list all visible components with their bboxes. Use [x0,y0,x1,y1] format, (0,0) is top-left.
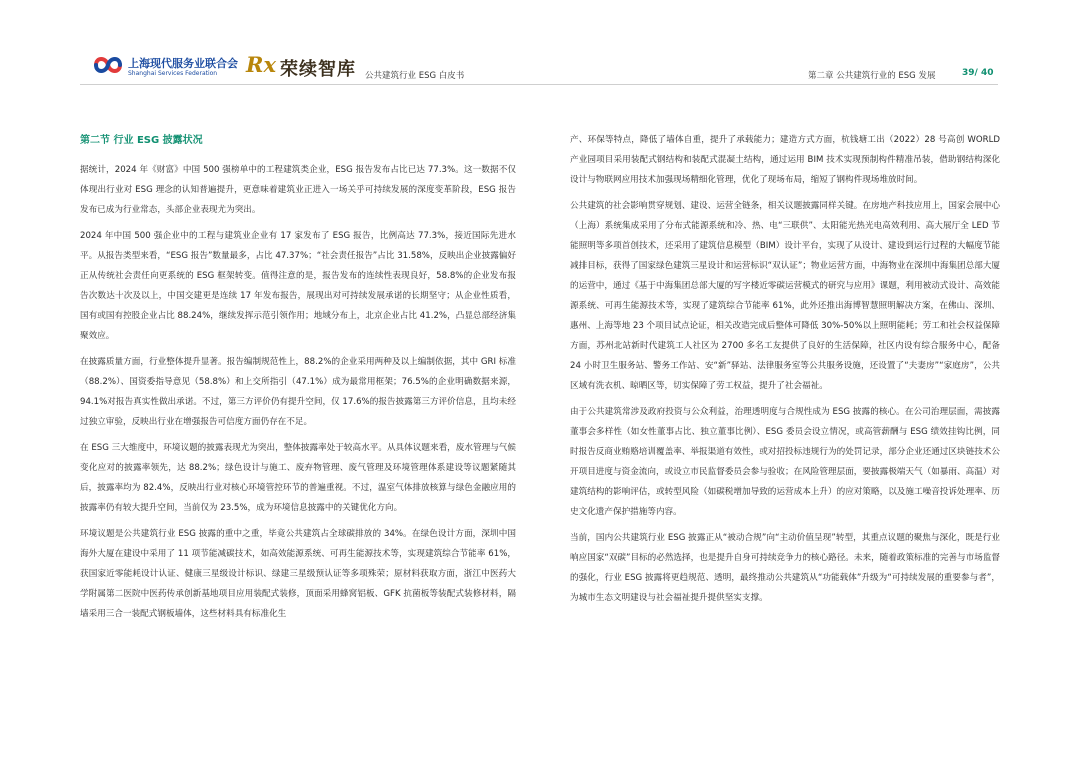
right-column [570,130,1000,614]
paragraph: 在披露质量方面，行业整体提升显著。报告编制规范性上，88.2%的企业采用两种及以上编制依据，其中 GRI 标准（88.2%）、国资委指导意见（58.8%）和上交所指引（47.1%）成为最常用框架；76.5%的企业明确数据来源，94.1%对报告真实性做出承诺。不过，第三方评价仍有提升空间，仅 17.6%的报告披露第三方评价信息，且均未经过独立审验，反映出行业在增强报告可信度方面仍存在不足。 [80,357,516,427]
paragraph: 据统计，2024 年《财富》中国 500 强榜单中的工程建筑类企业，ESG 报告发布占比已达 77.3%。这一数据不仅体现出行业对 ESG 理念的认知普遍提升，更意味着建筑业正进入一场关乎可持续发展的深度变革阶段，ESG 报告发布已成为行业常态，头部企业表现尤为突出。 [80,165,516,215]
section-title: 第二节 行业 ESG 披露状况 [80,135,203,146]
infinity-ribbon-logo-icon [92,53,124,77]
left-column [80,130,516,630]
paragraph: 环境议题是公共建筑行业 ESG 披露的重中之重，毕竟公共建筑占全球碳排放的 34%。在绿色设计方面，深圳中国海外大厦在建设中采用了 11 项节能减碳技术，如高效能源系统、可再生能源技术等，实现建筑综合节能率 61%，获国家近零能耗设计认证、健康三星级设计标识、绿建三星级预认证等多项殊荣；原材料获取方面，浙江中医药大学附属第二医院中医药传承创新基地项目应用装配式装修，顶面采用蜂窝铝板、GFK 抗菌板等装配式装修材料，隔墙采用三合一装配式钢板墙体，这些材料具有标准化生 [80,529,516,619]
org-name-en: Shanghai Services Federation [128,70,218,77]
header-divider [80,84,998,85]
report-title: 公共建筑行业 ESG 白皮书 [365,71,465,81]
org-logo [92,52,238,82]
paragraph: 产、环保等特点，降低了墙体自重，提升了承载能力；建造方式方面，杭钱塘工出（2022）28 号高创 WORLD 产业园项目采用装配式钢结构和装配式混凝土结构，通过运用 BIM 技术实现预制构件精准吊装，借助钢结构深化设计与物联网应用技术加强现场精细化管理，优化了现场布局，缩短了钢构件现场堆放时间。 [570,135,1000,185]
chapter-title: 第二章 公共建筑行业的 ESG 发展 [808,71,936,81]
paragraph: 2024 年中国 500 强企业中的工程与建筑业企业有 17 家发布了 ESG 报告，比例高达 77.3%，接近国际先进水平。从报告类型来看，“ESG 报告”数量最多，占比 47.37%；“社会责任报告”占比 31.58%，反映出企业披露偏好正从传统社会责任向更系统的 ESG 框架转变。值得注意的是，报告发布的连续性表现良好，58.8%的企业发布报告次数达十次及以上，中国交建更是连续 17 年发布报告，展现出对可持续发展承诺的长期坚守；从企业性质看，国有或国有控股企业占比 88.24%，继续发挥示范引领作用；地域分布上，北京企业占比 41.2%，凸显总部经济集聚效应。 [80,231,516,341]
brand-logo [246,50,366,82]
paragraph: 在 ESG 三大维度中，环境议题的披露表现尤为突出，整体披露率处于较高水平。从具体议题来看，废水管理与气候变化应对的披露率领先，达 88.2%；绿色设计与施工、废弃物管理、废气管理及环境管理体系建设等议题紧随其后，披露率均为 82.4%，反映出行业对核心环境管控环节的普遍重视。不过，温室气体排放核算与绿色金融应用的披露率仍有较大提升空间，当前仅为 23.5%，成为环境信息披露中的关键优化方向。 [80,443,516,513]
paragraph: 当前，国内公共建筑行业 ESG 披露正从“被动合规”向“主动价值呈现”转型，其重点议题的聚焦与深化，既是行业响应国家“双碳”目标的必然选择，也是提升自身可持续竞争力的核心路径。未来，随着政策标准的完善与市场监督的强化，行业 ESG 披露将更趋规范、透明，最终推动公共建筑从“功能载体”升级为“可持续发展的重要参与者”，为城市生态文明建设与社会福祉提升提供坚实支撑。 [570,533,1001,603]
brand-mark: Rx [246,52,276,77]
page-number: 39/ 40 [962,68,994,78]
brand-name: 荣续智库 [280,59,356,80]
paragraph: 公共建筑的社会影响贯穿规划、建设、运营全链条，相关议题披露同样关键。在房地产科技应用上，国家会展中心（上海）系统集成采用了分布式能源系统和冷、热、电“三联供”、太阳能光热光电高效利用、高大展厅全 LED 节能照明等多项首创技术，还采用了建筑信息模型（BIM）设计平台，实现了从设计、建设到运行过程的大幅度节能减排目标，获得了国家绿色建筑三星设计和运营标识“双认证”；物业运营方面，中海物业在深圳中海集团总部大厦的运营中，通过《基于中海集团总部大厦的写字楼近零碳运营模式的研究与应用》课题，利用被动式设计、高效能源系统、可再生能源技术等，实现了建筑综合节能率 61%，此外还推出海博智慧照明解决方案，在佛山、深圳、惠州、上海等地 23 个项目试点论证，相关改造完成后整体可降低 30%-50%以上照明能耗；劳工和社会权益保障方面，苏州北站新时代建筑工人社区为 2700 多名工友提供了良好的生活保障，社区内设有综合服务中心，配备 24 小时卫生服务站、警务工作站、安“新”驿站、法律服务室等公共服务设施，还设置了“夫妻房”“家庭房”，公共区域有洗衣机、晾晒区等，切实保障了劳工权益，提升了社会福祉。 [570,201,1001,391]
org-name-cn: 上海现代服务业联合会 [128,57,238,70]
paragraph: 由于公共建筑常涉及政府投资与公众利益，治理透明度与合规性成为 ESG 披露的核心。在公司治理层面，需披露董事会多样性（如女性董事占比、独立董事比例）、ESG 委员会设立情况，或高管薪酬与 ESG 绩效挂钩比例，同时报告反商业贿赂培训覆盖率、举报渠道有效性，或对招投标违规行为的处罚记录，部分企业还通过区块链技术公开项目进度与资金流向，或设立市民监督委员会参与验收；在风险管理层面，要披露极端天气（如暴雨、高温）对建筑结构的影响评估，或转型风险（如碳税增加导致的运营成本上升）的应对策略，以及施工噪音投诉处理率、历史文化遗产保护措施等内容。 [570,407,1000,517]
page-header [0,0,1080,100]
